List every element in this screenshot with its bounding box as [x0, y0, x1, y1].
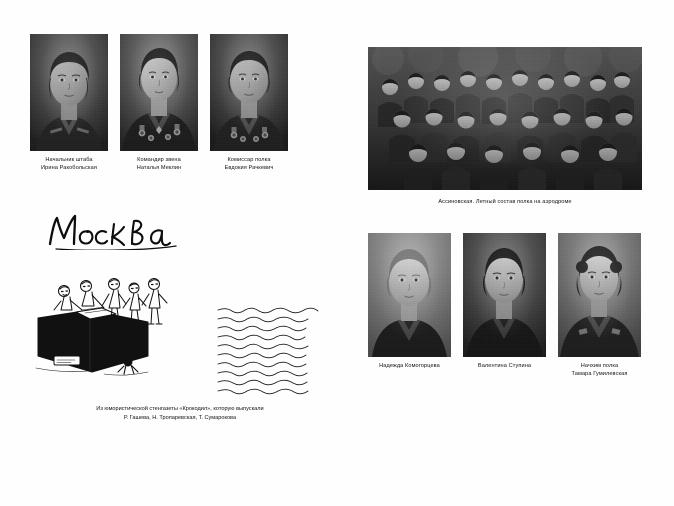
photo-grain	[368, 233, 451, 357]
portrait-photo-rakobolskaya	[30, 34, 108, 151]
group-photo	[368, 47, 642, 190]
photo-grain	[368, 47, 642, 190]
handwritten-poem-icon	[215, 304, 337, 396]
cartoon-poem	[215, 304, 337, 396]
photo-grain	[210, 34, 288, 151]
photo-grain	[30, 34, 108, 151]
portrait-role: Начальник штаба	[45, 157, 93, 163]
portrait-caption	[30, 156, 108, 172]
group-photo-caption: Ассиновская. Летный состав полка на аэродроме	[438, 199, 572, 205]
portrait-photo-meklin	[120, 34, 198, 151]
portrait-role: Командир звена	[137, 157, 181, 163]
portrait-card	[120, 34, 198, 172]
photo-grain	[463, 233, 546, 357]
portrait-card	[210, 34, 288, 172]
portrait-caption	[210, 156, 288, 172]
portrait-photo-gumilevskaya	[558, 233, 641, 357]
moskva-lettering-icon	[44, 210, 204, 250]
top-portrait-row	[30, 34, 288, 172]
photo-grain	[120, 34, 198, 151]
portrait-name: Тамара Гумилевская	[571, 371, 628, 378]
portrait-name: Евдокия Рачкевич	[224, 165, 274, 172]
portrait-caption	[368, 362, 451, 370]
portrait-card	[463, 233, 546, 378]
cartoon-block	[30, 260, 330, 390]
photo-grain	[558, 233, 641, 357]
portrait-name: Наталья Меклин	[136, 165, 182, 172]
portrait-caption	[463, 362, 546, 370]
portrait-card	[30, 34, 108, 172]
portrait-role: Начхим полка	[580, 363, 619, 369]
group-photo-card	[368, 47, 642, 206]
moskva-handwritten-title	[44, 210, 204, 250]
portrait-photo-stupina	[463, 233, 546, 357]
portrait-role: Комиссар полка	[227, 157, 271, 163]
portrait-name: Ирина Ракобольская	[41, 165, 97, 172]
portrait-card	[558, 233, 641, 378]
cartoon-caption-line-1: Из юмористической стенгазеты «Крокодил», которую выпускали	[96, 406, 264, 412]
portrait-caption	[120, 156, 198, 172]
lower-portrait-row	[368, 233, 641, 378]
portrait-caption	[558, 362, 641, 378]
portrait-card	[368, 233, 451, 378]
cartoon-illustration	[30, 260, 205, 390]
portrait-photo-rachkevich	[210, 34, 288, 151]
ink-cartoon-drawing-icon	[30, 260, 205, 390]
portrait-photo-komogortseva	[368, 233, 451, 357]
portrait-name: Валентина Ступина	[477, 363, 532, 369]
portrait-name: Надежда Комогорцева	[379, 363, 440, 369]
cartoon-caption-line-2: Р. Гашева, Н. Тропаревская, Т. Сумарокова	[123, 414, 237, 421]
cartoon-caption	[30, 405, 330, 423]
